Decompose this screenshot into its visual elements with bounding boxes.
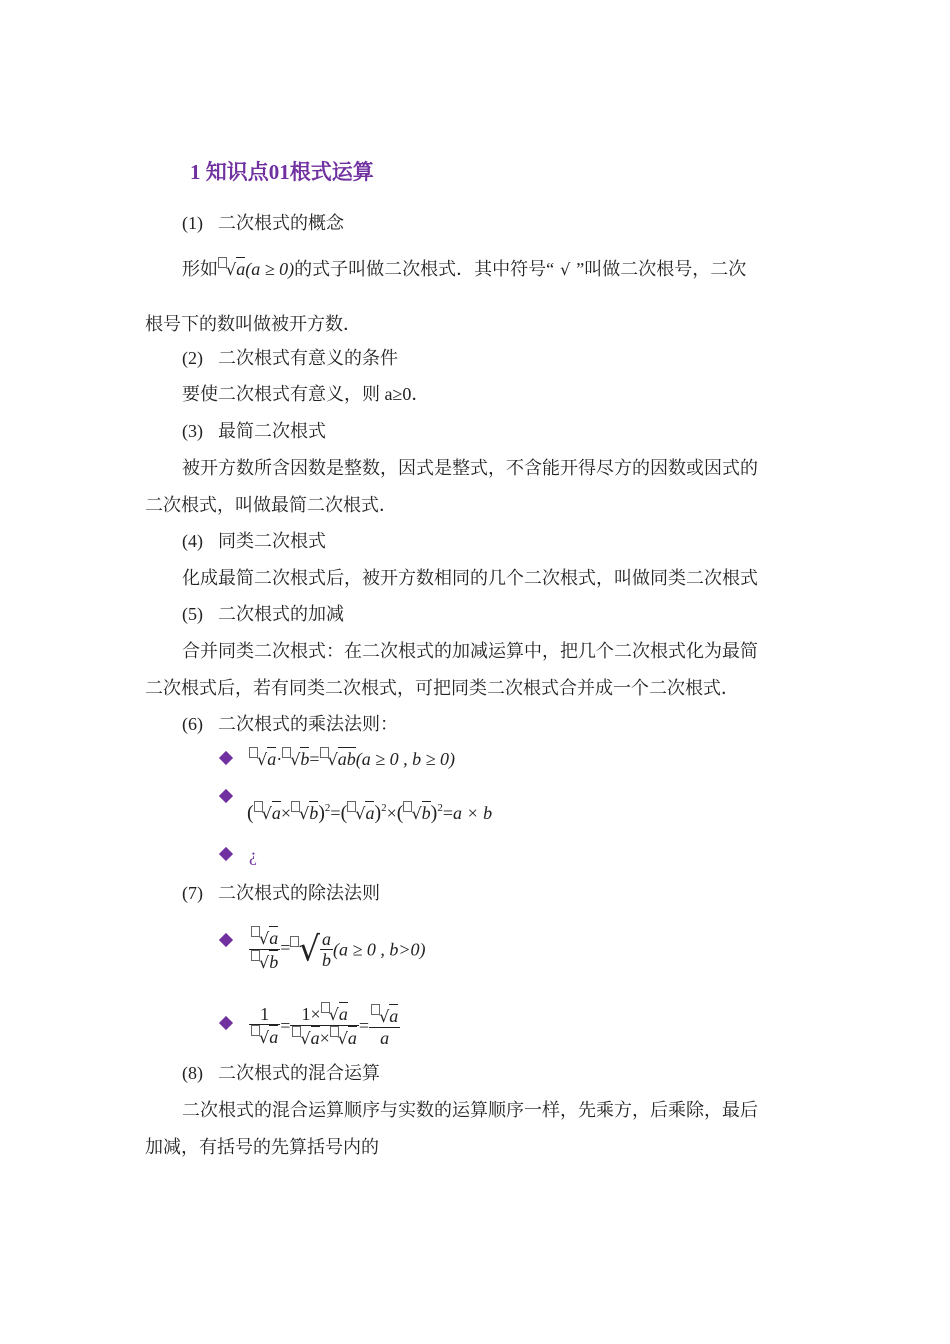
item-title: 同类二次根式 [218,531,326,551]
item-title: 二次根式的乘法法则： [218,714,398,734]
formula-square-product: ( √a× √b)$^2$=( √a)$^2$×( √b)$^2$=a × b [247,802,493,824]
formula-placeholder: ¿ [249,845,257,865]
paragraph-mixed-ops-line2: 加减，有括号的先算括号内的 [145,1137,379,1157]
paragraph-simplest-line1: 被开方数所含因数是整数，因式是整式，不含能开得尽方的因数或因式的 [182,458,758,478]
bullet-diamond-icon [219,1016,233,1030]
section-title: 1 知识点01根式运算 [190,160,374,184]
item-title: 二次根式有意义的条件 [218,348,398,368]
formula-division-rule: $\frac{√a}{√b}$ = √ $\frac{a}{b}$ (a ≥ 0 , b>0) [249,926,426,973]
item-number: (6) [182,714,203,734]
bullet-diamond-icon [219,847,233,861]
item-number: (5) [182,604,203,624]
text-run: ”叫做二次根号，二次 [576,259,747,279]
formula-rationalize: $\frac{1}{√a}$ = $\frac{1\times √a}{√a\times √a}$ = $\frac{√a}{a}$ [249,1002,400,1049]
formula-multiplication-rule: √a· √b= √ab(a ≥ 0 , b ≥ 0) [249,747,455,772]
radical-sign-icon: √ [560,260,571,279]
text-run: 的式子叫做二次根式．其中符号“ [294,259,555,279]
item-heading-8 [182,1061,380,1085]
paragraph-like-radicals: 化成最简二次根式后，被开方数相同的几个二次根式，叫做同类二次根式 [182,568,758,588]
item-number: (2) [182,348,203,368]
item-heading-1 [182,211,344,235]
item-title: 二次根式的混合运算 [218,1063,380,1083]
item-heading-2 [182,346,398,370]
bullet-diamond-icon [219,933,233,947]
text-run: 形如 [182,259,218,279]
item-heading-3 [182,419,326,443]
paragraph-condition: 要使二次根式有意义，则 a≥0． [182,384,430,404]
paragraph-add-sub-line2: 二次根式后，若有同类二次根式，可把同类二次根式合并成一个二次根式． [145,678,739,698]
item-heading-7 [182,881,380,905]
paragraph-definition-line2: 根号下的数叫做被开方数． [145,314,361,334]
item-number: (8) [182,1063,203,1083]
item-title: 二次根式的概念 [218,213,344,233]
item-number: (3) [182,421,203,441]
item-number: (4) [182,531,203,551]
paragraph-definition-line1 [182,257,746,282]
paragraph-simplest-line2: 二次根式，叫做最简二次根式． [145,495,397,515]
item-title: 二次根式的除法法则 [218,883,380,903]
item-title: 二次根式的加减 [218,604,344,624]
item-heading-5 [182,602,344,626]
item-heading-4 [182,529,326,553]
item-number: (1) [182,213,203,233]
item-number: (7) [182,883,203,903]
item-heading-6 [182,712,398,736]
condition-a: (a ≥ 0) [245,259,295,279]
nth-root-a: √a [218,259,245,279]
bullet-diamond-icon [219,751,233,765]
item-title: 最简二次根式 [218,421,326,441]
paragraph-mixed-ops-line1: 二次根式的混合运算顺序与实数的运算顺序一样，先乘方，后乘除，最后 [182,1100,758,1120]
paragraph-add-sub-line1: 合并同类二次根式：在二次根式的加减运算中，把几个二次根式化为最简 [182,641,758,661]
bullet-diamond-icon [219,789,233,803]
